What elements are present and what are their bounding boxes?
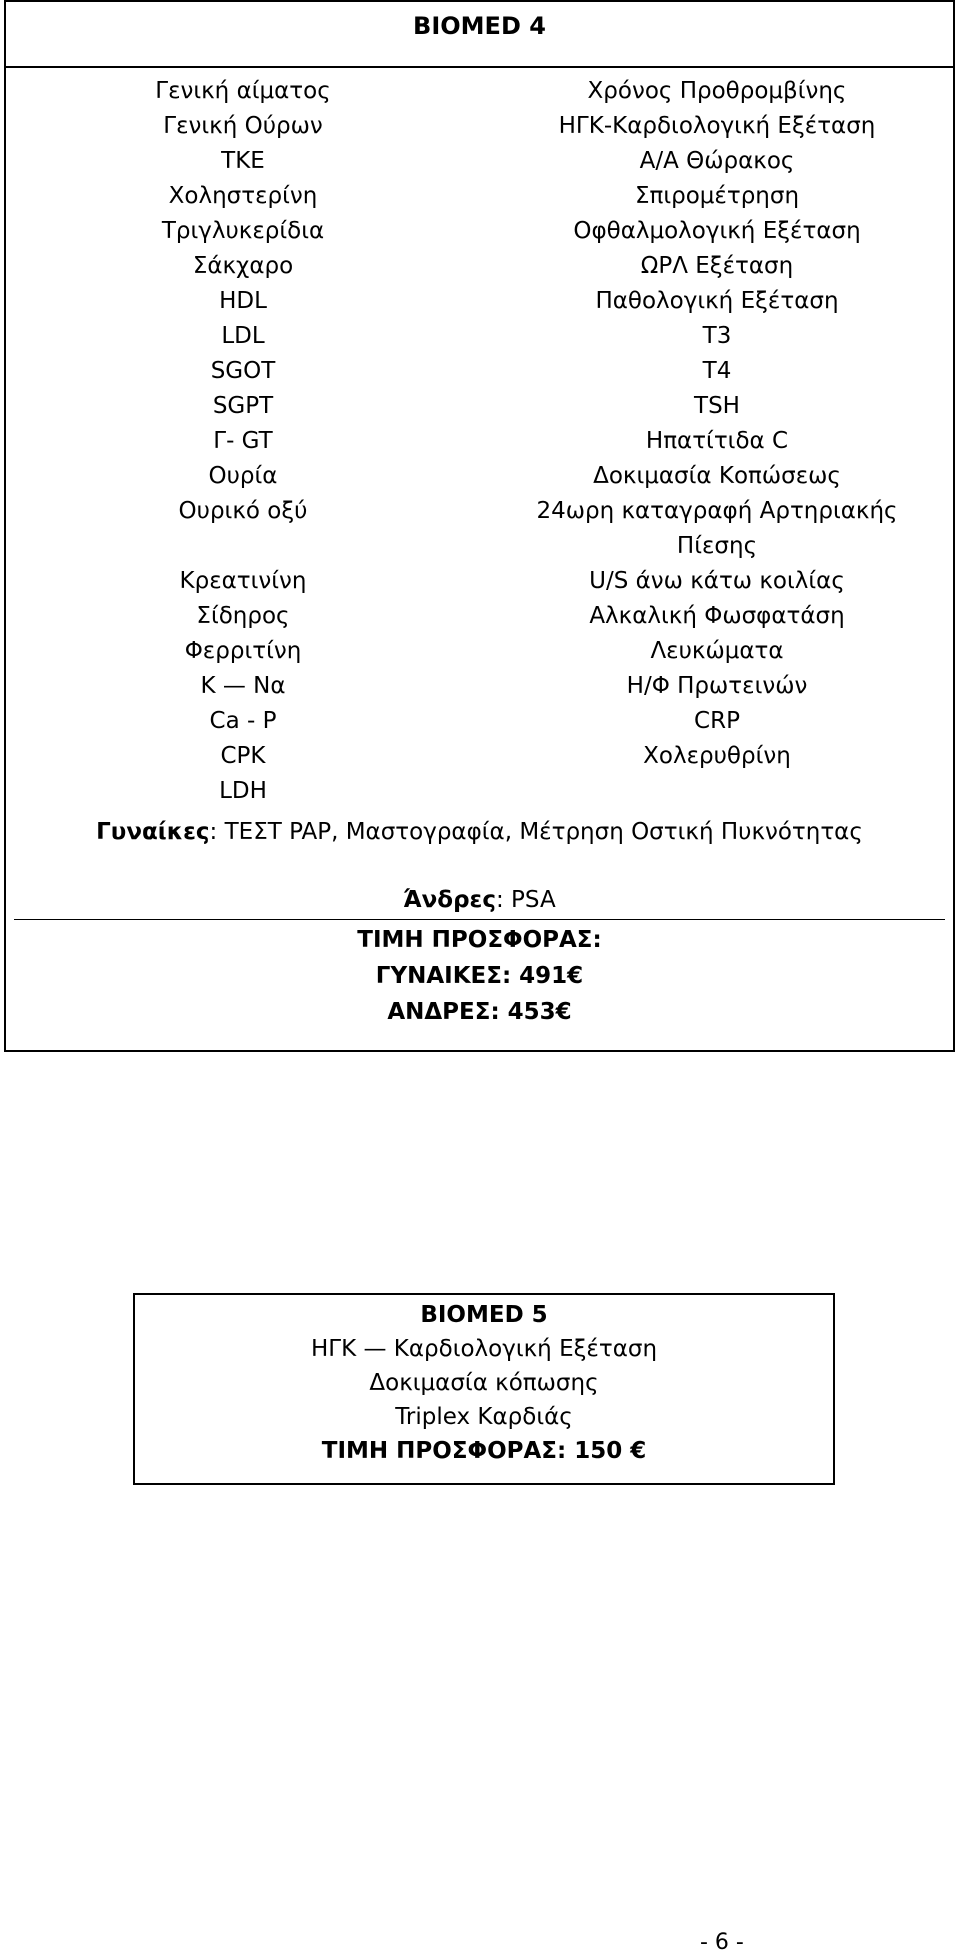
test-left: Φερριτίνη bbox=[184, 638, 302, 664]
offer-title: ΤΙΜΗ ΠΡΟΣΦΟΡΑΣ: bbox=[357, 927, 602, 953]
test-right: 24ωρη καταγραφή Αρτηριακής bbox=[536, 498, 898, 524]
biomed5-item: Triplex Καρδιάς bbox=[395, 1404, 573, 1430]
men-tests: : PSA bbox=[496, 887, 556, 913]
biomed5-offer-price: ΤΙΜΗ ΠΡΟΣΦΟΡΑΣ: 150 € bbox=[321, 1438, 647, 1464]
women-tests: : ΤΕΣΤ PAP, Μαστογραφία, Μέτρηση Οστική Πυκνότητας bbox=[209, 819, 863, 845]
test-right: TSH bbox=[694, 393, 740, 419]
test-right: Οφθαλμολογική Εξέταση bbox=[573, 218, 861, 244]
biomed5-package-box bbox=[133, 1293, 835, 1485]
test-left: HDL bbox=[219, 288, 267, 314]
test-right: T3 bbox=[702, 323, 732, 349]
test-right: Σπιρομέτρηση bbox=[634, 183, 800, 209]
test-right: Δοκιμασία Κοπώσεως bbox=[593, 463, 841, 489]
women-tests-line bbox=[6, 814, 953, 850]
test-right: T4 bbox=[702, 358, 732, 384]
test-left: LDH bbox=[219, 778, 267, 804]
men-tests-line bbox=[6, 882, 953, 918]
test-right: Χρόνος Προθρομβίνης bbox=[587, 78, 847, 104]
biomed4-package-box bbox=[4, 0, 955, 1052]
test-right: Χολερυθρίνη bbox=[643, 743, 791, 769]
test-right: Ηπατίτιδα C bbox=[645, 428, 789, 454]
test-left: LDL bbox=[221, 323, 265, 349]
test-left: Ca - P bbox=[209, 708, 277, 734]
test-right: Α/Α Θώρακος bbox=[639, 148, 795, 174]
test-right: Πίεσης bbox=[676, 533, 758, 559]
test-left: Κ — Να bbox=[200, 673, 286, 699]
offer-men-price: ΑΝΔΡΕΣ: 453€ bbox=[387, 999, 572, 1025]
biomed5-item: ΗΓΚ — Καρδιολογική Εξέταση bbox=[310, 1336, 658, 1362]
offer-women-price: ΓΥΝΑΙΚΕΣ: 491€ bbox=[375, 963, 584, 989]
test-left: Ουρία bbox=[208, 463, 278, 489]
test-left: Σάκχαρο bbox=[192, 253, 294, 279]
biomed5-title: BIOMED 5 bbox=[420, 1302, 548, 1328]
title-divider bbox=[6, 66, 953, 68]
women-label: Γυναίκες bbox=[96, 819, 210, 845]
test-left: Σίδηρος bbox=[196, 603, 290, 629]
test-left: Κρεατινίνη bbox=[179, 568, 307, 594]
test-left: SGPT bbox=[212, 393, 274, 419]
men-label: Άνδρες bbox=[403, 887, 496, 913]
test-left: Γενική αίματος bbox=[155, 78, 331, 104]
test-left: Τριγλυκερίδια bbox=[161, 218, 325, 244]
test-left: CPK bbox=[220, 743, 266, 769]
page-number: - 6 - bbox=[700, 1930, 744, 1955]
test-left: Χοληστερίνη bbox=[168, 183, 318, 209]
test-right: CRP bbox=[694, 708, 740, 734]
biomed4-title: BIOMED 4 bbox=[413, 12, 546, 40]
test-right: Λευκώματα bbox=[650, 638, 784, 664]
test-right: ΩΡΛ Εξέταση bbox=[640, 253, 794, 279]
biomed5-item: Δοκιμασία κόπωσης bbox=[369, 1370, 599, 1396]
test-left: SGOT bbox=[210, 358, 276, 384]
offer-divider bbox=[14, 919, 945, 920]
test-right: ΗΓΚ-Καρδιολογική Εξέταση bbox=[558, 113, 876, 139]
test-left: ΤΚΕ bbox=[221, 148, 265, 174]
test-left: Ουρικό οξύ bbox=[178, 498, 308, 524]
test-right: Αλκαλική Φωσφατάση bbox=[589, 603, 845, 629]
test-right: U/S άνω κάτω κοιλίας bbox=[589, 568, 845, 594]
test-right: Η/Φ Πρωτεινών bbox=[626, 673, 808, 699]
test-left: Γενική Ούρων bbox=[163, 113, 323, 139]
test-right: Παθολογική Εξέταση bbox=[595, 288, 839, 314]
test-left: Γ- GT bbox=[213, 428, 273, 454]
